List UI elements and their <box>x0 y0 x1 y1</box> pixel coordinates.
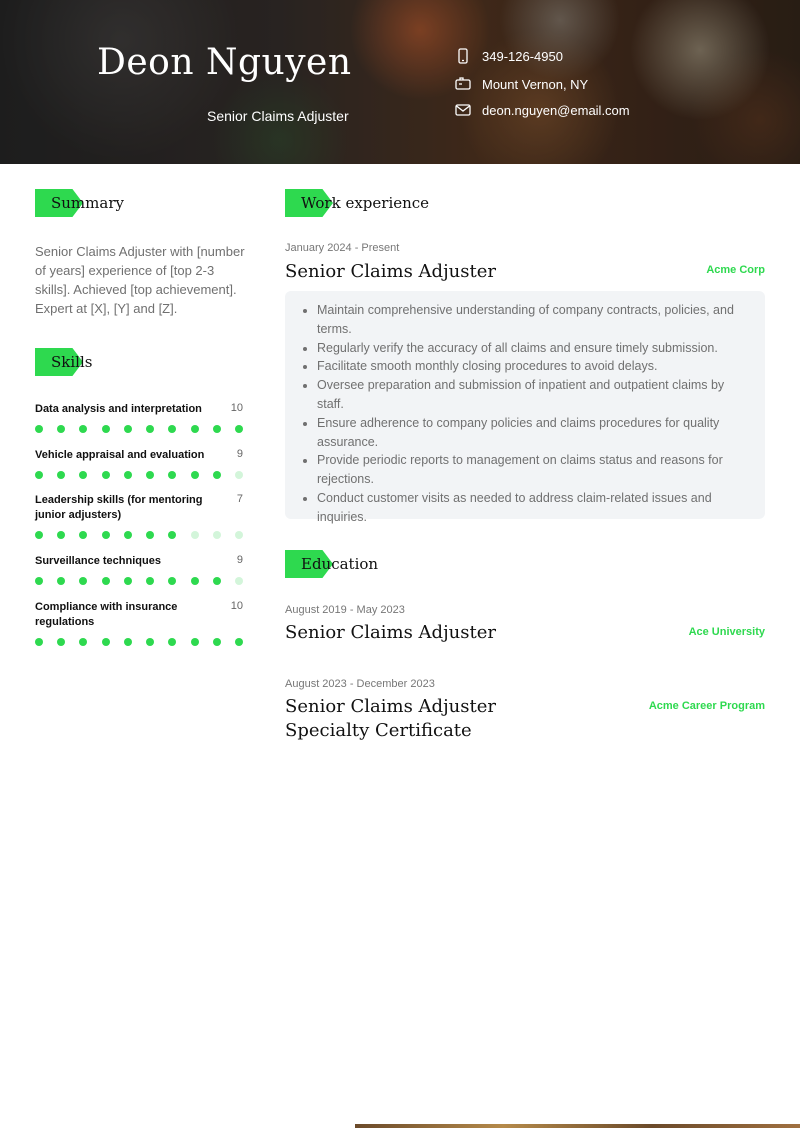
skill-item <box>35 600 243 646</box>
map-icon <box>455 76 471 92</box>
skill-rating-dots <box>35 425 243 433</box>
location-text: Mount Vernon, NY <box>482 76 589 92</box>
rating-dot-filled <box>79 638 87 646</box>
rating-dot-filled <box>168 577 176 585</box>
candidate-title: Senior Claims Adjuster <box>207 108 349 124</box>
skill-score: 10 <box>230 600 243 612</box>
contact-phone <box>455 48 563 64</box>
responsibility-item: • Ensure adherence to company policies and claims procedures for quality assurance. <box>317 414 751 452</box>
skill-rating-dots <box>35 531 243 539</box>
rating-dot-filled <box>102 577 110 585</box>
education-school: Ace University <box>688 626 765 638</box>
responsibility-item: • Provide periodic reports to management on claims status and reasons for rejections. <box>317 451 751 489</box>
summary-heading-text: Summary <box>51 194 124 212</box>
rating-dot-filled <box>146 471 154 479</box>
summary-heading <box>35 189 124 217</box>
rating-dot-filled <box>57 425 65 433</box>
resume-header <box>0 0 800 164</box>
rating-dot-filled <box>168 531 176 539</box>
rating-dot-empty <box>235 471 243 479</box>
skill-item <box>35 402 243 433</box>
rating-dot-filled <box>213 425 221 433</box>
rating-dot-filled <box>168 471 176 479</box>
work-heading-text: Work experience <box>301 194 430 212</box>
contact-email[interactable] <box>455 102 630 118</box>
rating-dot-filled <box>35 638 43 646</box>
rating-dot-filled <box>191 425 199 433</box>
skill-score: 9 <box>236 448 243 460</box>
rating-dot-filled <box>79 531 87 539</box>
rating-dot-filled <box>213 577 221 585</box>
rating-dot-filled <box>35 425 43 433</box>
rating-dot-filled <box>79 577 87 585</box>
rating-dot-filled <box>146 638 154 646</box>
skill-score: 9 <box>236 554 243 566</box>
skill-item <box>35 493 243 539</box>
rating-dot-empty <box>213 531 221 539</box>
rating-dot-filled <box>79 471 87 479</box>
skill-name: Compliance with insurance regulations <box>35 601 178 628</box>
contact-location <box>455 76 588 92</box>
rating-dot-filled <box>102 638 110 646</box>
rating-dot-filled <box>57 638 65 646</box>
rating-dot-filled <box>213 638 221 646</box>
skill-rating-dots <box>35 471 243 479</box>
rating-dot-filled <box>124 577 132 585</box>
summary-text: Senior Claims Adjuster with [number of years] experience of [top 2-3 skills]. Achieved [top achievement]. Expert at [X], [Y] and [Z]. <box>35 244 245 316</box>
job-responsibilities <box>285 291 765 524</box>
education-heading-text: Education <box>301 555 379 573</box>
skill-score: 7 <box>236 493 243 505</box>
responsibility-item: • Facilitate smooth monthly closing procedures to avoid delays. <box>317 357 751 376</box>
skill-item <box>35 448 243 479</box>
rating-dot-filled <box>124 471 132 479</box>
job-dates: January 2024 - Present <box>285 242 400 254</box>
envelope-icon <box>455 102 471 118</box>
rating-dot-filled <box>124 531 132 539</box>
rating-dot-filled <box>191 577 199 585</box>
responsibility-list <box>285 291 765 527</box>
responsibility-item: • Maintain comprehensive understanding of company contracts, policies, and terms. <box>317 301 751 339</box>
job-title: Senior Claims Adjuster <box>285 261 496 282</box>
rating-dot-filled <box>235 425 243 433</box>
skill-name: Surveillance techniques <box>35 555 161 567</box>
skills-heading-text: Skills <box>51 353 93 371</box>
skills-heading <box>35 348 92 376</box>
rating-dot-empty <box>191 531 199 539</box>
responsibility-item: • Conduct customer visits as needed to address claim-related issues and inquiries. <box>317 489 751 527</box>
rating-dot-filled <box>124 638 132 646</box>
rating-dot-filled <box>191 471 199 479</box>
responsibility-item: • Oversee preparation and submission of inpatient and outpatient claims by staff. <box>317 376 751 414</box>
skill-name: Vehicle appraisal and evaluation <box>35 449 205 461</box>
rating-dot-filled <box>35 577 43 585</box>
rating-dot-filled <box>57 577 65 585</box>
rating-dot-filled <box>102 425 110 433</box>
skill-name: Leadership skills (for mentoring junior adjusters) <box>35 494 203 521</box>
rating-dot-filled <box>146 577 154 585</box>
rating-dot-empty <box>235 531 243 539</box>
skill-score: 10 <box>230 402 243 414</box>
rating-dot-filled <box>168 638 176 646</box>
rating-dot-filled <box>57 471 65 479</box>
education-dates: August 2023 - December 2023 <box>285 678 435 690</box>
candidate-name: Deon Nguyen <box>97 42 352 83</box>
skill-rating-dots <box>35 638 243 646</box>
rating-dot-filled <box>146 425 154 433</box>
rating-dot-filled <box>191 638 199 646</box>
rating-dot-filled <box>102 471 110 479</box>
rating-dot-filled <box>235 638 243 646</box>
phone-text: 349-126-4950 <box>482 48 563 64</box>
rating-dot-filled <box>146 531 154 539</box>
skill-rating-dots <box>35 577 243 585</box>
skill-name: Data analysis and interpretation <box>35 403 202 415</box>
rating-dot-filled <box>102 531 110 539</box>
rating-dot-filled <box>79 425 87 433</box>
rating-dot-filled <box>35 471 43 479</box>
rating-dot-filled <box>124 425 132 433</box>
education-school: Acme Career Program <box>648 700 765 712</box>
education-title: Senior Claims Adjuster <box>285 622 496 643</box>
rating-dot-filled <box>213 471 221 479</box>
phone-icon <box>455 48 471 64</box>
rating-dot-filled <box>168 425 176 433</box>
work-heading <box>285 189 429 217</box>
responsibility-item: • Regularly verify the accuracy of all claims and ensure timely submission. <box>317 339 751 358</box>
rating-dot-empty <box>235 577 243 585</box>
rating-dot-filled <box>57 531 65 539</box>
footer-photo-strip <box>355 1124 800 1128</box>
education-heading <box>285 550 378 578</box>
rating-dot-filled <box>35 531 43 539</box>
education-dates: August 2019 - May 2023 <box>285 604 405 616</box>
email-text[interactable]: deon.nguyen@email.com <box>482 102 630 118</box>
education-title: Senior Claims Adjuster Specialty Certificate <box>285 696 496 741</box>
skill-item <box>35 554 243 585</box>
job-company: Acme Corp <box>706 264 765 276</box>
